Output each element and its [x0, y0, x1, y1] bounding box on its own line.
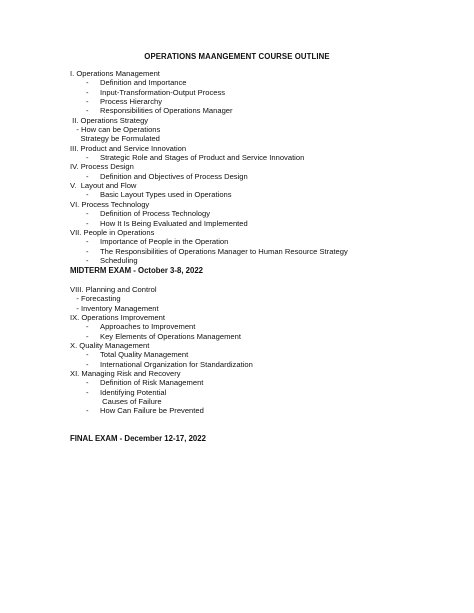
outline-line: VIII. Planning and Control — [70, 285, 157, 294]
outline-line: VI. Process Technology — [70, 199, 150, 209]
bullet-text: The Responsibilities of Operations Manager to Human Resource Strategy — [100, 246, 348, 256]
bullet-text: Identifying Potential — [100, 387, 167, 397]
outline-part-2 — [70, 285, 450, 416]
bullet-text: International Organization for Standardization — [100, 359, 253, 369]
outline-bullet-item — [70, 256, 450, 265]
bullet-dash: - — [86, 331, 89, 341]
outline-bullet-item — [70, 190, 450, 199]
document-title: OPERATIONS MAANGEMENT COURSE OUTLINE — [144, 52, 330, 61]
bullet-dash: - — [86, 171, 89, 181]
outline-bullet-item — [70, 322, 450, 331]
continuation-text: Causes of Failure — [100, 397, 162, 407]
outline-line: XI. Managing Risk and Recovery — [70, 369, 181, 379]
bullet-dash: - — [86, 255, 89, 265]
outline-bullet-item — [70, 332, 450, 341]
bullet-dash: - — [86, 106, 89, 116]
bullet-text: Key Elements of Operations Management — [100, 331, 241, 341]
final-exam-heading: FINAL EXAM - December 12-17, 2022 — [70, 434, 206, 443]
bullet-dash: - — [86, 153, 89, 163]
outline-bullet-item — [70, 88, 450, 97]
bullet-dash: - — [86, 322, 89, 332]
bullet-dash: - — [86, 97, 89, 107]
bullet-text: Strategic Role and Stages of Product and Service Innovation — [100, 153, 305, 163]
bullet-text: How Can Failure be Prevented — [100, 406, 204, 416]
bullet-text: Importance of People in the Operation — [100, 237, 229, 247]
bullet-text: Process Hierarchy — [100, 97, 163, 107]
outline-line: - How can be Operations — [70, 125, 161, 135]
outline-bullet-item — [70, 219, 450, 228]
outline-bullet-item — [70, 406, 450, 415]
bullet-text: Approaches to Improvement — [100, 322, 196, 332]
bullet-text: Scheduling — [100, 255, 138, 265]
bullet-dash: - — [86, 378, 89, 388]
outline-bullet-item — [70, 360, 450, 369]
bullet-text: Definition of Process Technology — [100, 209, 211, 219]
bullet-text: Definition of Risk Management — [100, 378, 204, 388]
outline-line: V. Layout and Flow — [70, 181, 137, 191]
outline-line: I. Operations Management — [70, 69, 160, 78]
bullet-dash: - — [86, 406, 89, 416]
outline-bullet-item — [70, 209, 450, 218]
outline-line: - Forecasting — [70, 294, 121, 304]
outline-bullet-item — [70, 106, 450, 115]
bullet-dash: - — [86, 246, 89, 256]
outline-line: III. Product and Service Innovation — [70, 143, 187, 153]
outline-line: IX. Operations Improvement — [70, 313, 165, 323]
midterm-exam-heading: MIDTERM EXAM - October 3-8, 2022 — [70, 266, 204, 275]
outline-continuation-line — [70, 397, 450, 406]
outline-line: - Inventory Management — [70, 303, 159, 313]
bullet-dash: - — [86, 350, 89, 360]
bullet-dash: - — [86, 87, 89, 97]
outline-bullet-item — [70, 388, 450, 397]
bullet-dash: - — [86, 237, 89, 247]
outline-line: VII. People in Operations — [70, 227, 155, 237]
bullet-text: Definition and Objectives of Process Design — [100, 171, 248, 181]
bullet-text: Definition and Importance — [100, 78, 187, 88]
outline-line: IV. Process Design — [70, 162, 134, 172]
bullet-dash: - — [86, 218, 89, 228]
bullet-text: Basic Layout Types used in Operations — [100, 190, 232, 200]
outline-bullet-item — [70, 78, 450, 87]
bullet-dash: - — [86, 359, 89, 369]
outline-bullet-item — [70, 237, 450, 246]
outline-bullet-item — [70, 172, 450, 181]
outline-bullet-item — [70, 350, 450, 359]
bullet-text: Total Quality Management — [100, 350, 189, 360]
outline-line: II. Operations Strategy — [70, 115, 149, 125]
bullet-text: Responsibilities of Operations Manager — [100, 106, 233, 116]
bullet-text: How It Is Being Evaluated and Implemented — [100, 218, 248, 228]
bullet-dash: - — [86, 78, 89, 88]
outline-bullet-item — [70, 247, 450, 256]
bullet-text: Input-Transformation-Output Process — [100, 87, 226, 97]
outline-part-1 — [70, 69, 450, 265]
bullet-dash: - — [86, 190, 89, 200]
outline-bullet-item — [70, 378, 450, 387]
outline-bullet-item — [70, 97, 450, 106]
outline-line: Strategy be Formulated — [70, 134, 160, 144]
outline-line: X. Quality Management — [70, 341, 150, 351]
outline-bullet-item — [70, 153, 450, 162]
bullet-dash: - — [86, 387, 89, 397]
bullet-dash: - — [86, 209, 89, 219]
